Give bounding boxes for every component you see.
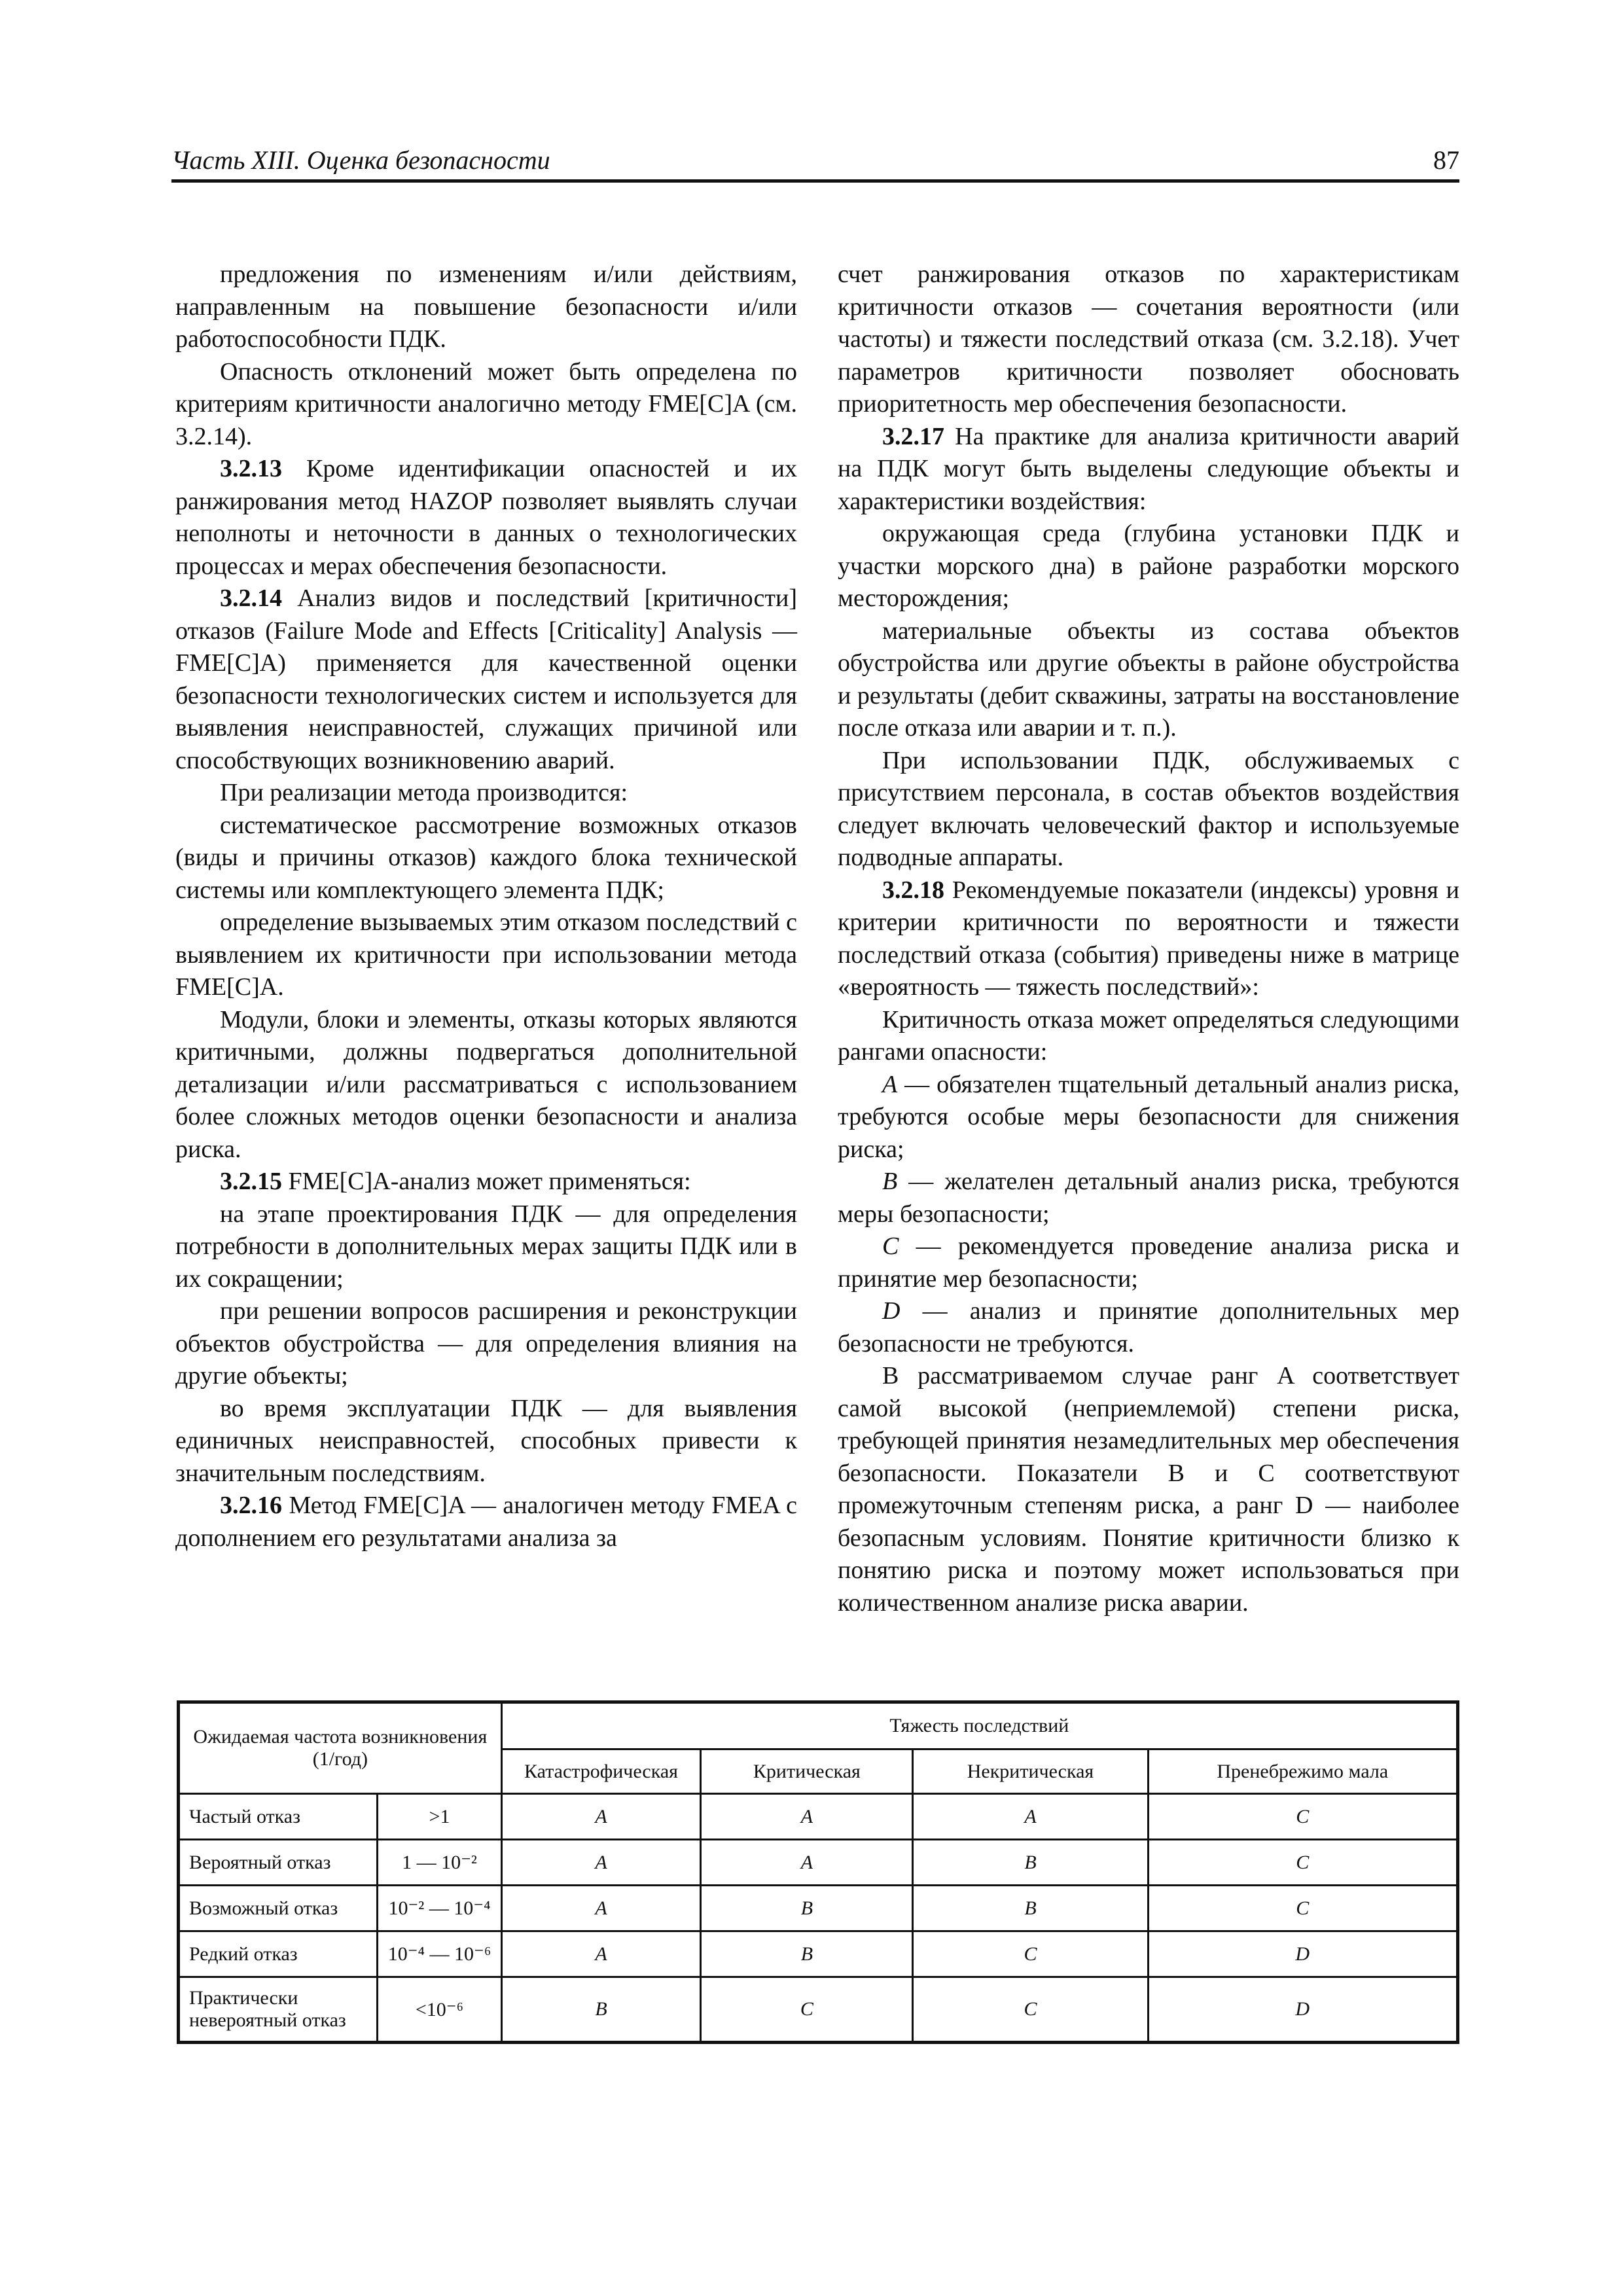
rank-cell: C: [913, 1977, 1148, 2043]
frequency-label: Редкий отказ: [179, 1931, 378, 1977]
paragraph-text: предложения по изменениям и/или действиям, направленным на повышение безопасности и/или работоспособности ПДК.: [175, 260, 797, 353]
rank-cell: C: [1148, 1886, 1457, 1931]
paragraph: [175, 1295, 797, 1393]
running-title: Часть XIII. Оценка безопасности: [171, 145, 550, 175]
paragraph-text: на этапе проектирования ПДК — для определения потребности в дополнительных мерах защиты ПДК или в их сокращении;: [175, 1200, 797, 1293]
paragraph: [838, 874, 1459, 1004]
paragraph: [838, 1069, 1459, 1166]
paragraph: [838, 421, 1459, 518]
page-header: [171, 145, 1459, 183]
paragraph-text: Модули, блоки и элементы, отказы которых являются критичными, должны подвергаться дополнительной детализации и/или рассматриваться с использованием более сложных методов оценки безопасности и анализа риска.: [175, 1005, 797, 1163]
paragraph-text: счет ранжирования отказов по характеристикам критичности отказов — сочетания вероятности (или частоты) и тяжести последствий отказа (см. 3.2.18). Учет параметров критичности позволяет обосновать приоритетность мер обеспечения безопасности.: [838, 260, 1459, 418]
paragraph-text: При использовании ПДК, обслуживаемых с присутствием персонала, в состав объектов воздействия следует включать человеческий фактор и используемые подводные аппараты.: [838, 746, 1459, 871]
paragraph-text: — обязателен тщательный детальный анализ риска, требуются особые меры безопасности для снижения риска;: [838, 1070, 1459, 1163]
paragraph-text: FME[C]A-анализ может применяться:: [282, 1168, 691, 1195]
rank-cell: D: [1148, 1977, 1457, 2043]
rank-cell: C: [1148, 1794, 1457, 1840]
section-number: 3.2.13: [220, 455, 282, 482]
paragraph: [175, 810, 797, 907]
frequency-label: Возможный отказ: [179, 1886, 378, 1931]
rank-cell: C: [1148, 1840, 1457, 1886]
paragraph: [175, 1166, 797, 1198]
paragraph-text: Кроме идентификации опасностей и их ранжирования метод HAZOP позволяет выявлять случаи неполноты и неточности в данных о технологических процессах и мерах обеспечения безопасности.: [175, 455, 797, 580]
paragraph: [175, 453, 797, 583]
paragraph-text: определение вызываемых этим отказом последствий с выявлением их критичности при использовании метода FME[C]A.: [175, 908, 797, 1001]
severity-level: Некритическая: [913, 1749, 1148, 1794]
rank-cell: C: [913, 1931, 1148, 1977]
paragraph: [175, 356, 797, 454]
paragraph: [838, 615, 1459, 745]
section-number: 3.2.18: [882, 876, 944, 904]
rank-cell: C: [701, 1977, 913, 2043]
paragraph-text: — рекомендуется проведение анализа риска и принятие мер безопасности;: [838, 1232, 1459, 1293]
rank-cell: D: [1148, 1931, 1457, 1977]
rank-letter: D: [882, 1297, 901, 1325]
paragraph-text: во время эксплуатации ПДК — для выявления единичных неисправностей, способных привести к значительным последствиям.: [175, 1394, 797, 1487]
frequency-header: Ожидаемая частота возникновения (1/год): [179, 1702, 502, 1794]
rank-cell: A: [701, 1794, 913, 1840]
rank-cell: B: [913, 1886, 1148, 1931]
rank-letter: C: [882, 1232, 899, 1260]
page-number: 87: [1433, 145, 1459, 175]
paragraph-text: систематическое рассмотрение возможных отказов (виды и причины отказов) каждого блока технической системы или комплектующего элемента ПДК;: [175, 811, 797, 904]
frequency-value: >1: [378, 1794, 501, 1840]
paragraph: [175, 1198, 797, 1296]
paragraph-text: Опасность отклонений может быть определена по критериям критичности аналогично методу FME[C]A (см. 3.2.14).: [175, 357, 797, 450]
paragraph: [175, 777, 797, 810]
rank-letter: A: [882, 1070, 898, 1098]
paragraph: [175, 259, 797, 356]
section-number: 3.2.17: [882, 422, 944, 450]
frequency-label: Частый отказ: [179, 1794, 378, 1840]
paragraph: [175, 583, 797, 777]
frequency-value: 10⁻² — 10⁻⁴: [378, 1886, 501, 1931]
paragraph: [838, 1004, 1459, 1069]
table-row: [179, 1977, 1458, 2043]
paragraph: [838, 518, 1459, 615]
paragraph-text: Метод FME[C]A — аналогичен методу FMEA с дополнением его результатами анализа за: [175, 1492, 797, 1552]
paragraph: [838, 259, 1459, 421]
severity-level: Катастрофическая: [501, 1749, 701, 1794]
severity-level: Пренебрежимо мала: [1148, 1749, 1457, 1794]
paragraph-text: При реализации метода производится:: [220, 779, 628, 806]
paragraph-text: Анализ видов и последствий [критичности] отказов (Failure Mode and Effects [Criticality] Analysis — FME[C]A) применяется для качественной оценки безопасности технологических систем и используется для выявления неисправностей, служащих причиной или способствующих возникновению аварий.: [175, 584, 797, 774]
paragraph-text: — желателен детальный анализ риска, требуются меры безопасности;: [838, 1168, 1459, 1228]
section-number: 3.2.15: [220, 1168, 282, 1195]
rank-cell: B: [701, 1931, 913, 1977]
paragraph-text: при решении вопросов расширения и реконструкции объектов обустройства — для определения влияния на другие объекты;: [175, 1297, 797, 1390]
table-row: [179, 1794, 1458, 1840]
frequency-value: 10⁻⁴ — 10⁻⁶: [378, 1931, 501, 1977]
paragraph: [838, 1360, 1459, 1619]
rank-cell: A: [501, 1931, 701, 1977]
paragraph-text: материальные объекты из состава объектов обустройства или другие объекты в районе обустройства и результаты (дебит скважины, затраты на восстановление после отказа или аварии и т. п.).: [838, 617, 1459, 742]
rank-cell: A: [913, 1794, 1148, 1840]
rank-cell: B: [701, 1886, 913, 1931]
section-number: 3.2.16: [220, 1492, 282, 1519]
table-row: [179, 1886, 1458, 1931]
rank-cell: B: [501, 1977, 701, 2043]
frequency-value: 1 — 10⁻²: [378, 1840, 501, 1886]
severity-level: Критическая: [701, 1749, 913, 1794]
paragraph-text: На практике для анализа критичности аварий на ПДК могут быть выделены следующие объекты и характеристики воздействия:: [838, 422, 1459, 515]
frequency-label: Вероятный отказ: [179, 1840, 378, 1886]
table-row: [179, 1931, 1458, 1977]
paragraph: [838, 1166, 1459, 1230]
paragraph-text: В рассматриваемом случае ранг A соответствует самой высокой (неприемлемой) степени риска, требующей принятия незамедлительных мер обеспечения безопасности. Показатели B и C соответствуют промежуточным степеням риска, а ранг D — наиболее безопасным условиям. Понятие критичности близко к понятию риска и поэтому может использоваться при количественном анализе риска аварии.: [838, 1362, 1459, 1617]
rank-cell: A: [501, 1886, 701, 1931]
section-number: 3.2.14: [220, 584, 282, 612]
paragraph-text: — анализ и принятие дополнительных мер безопасности не требуются.: [838, 1297, 1459, 1357]
paragraph: [175, 1004, 797, 1166]
right-column: [838, 259, 1459, 1619]
rank-letter: B: [882, 1168, 898, 1195]
paragraph: [175, 1490, 797, 1554]
rank-cell: A: [501, 1840, 701, 1886]
rank-cell: A: [701, 1840, 913, 1886]
paragraph: [175, 1393, 797, 1490]
rank-cell: A: [501, 1794, 701, 1840]
risk-matrix-table: [177, 1700, 1459, 2044]
paragraph-text: окружающая среда (глубина установки ПДК и участки морского дна) в районе разработки морского месторождения;: [838, 520, 1459, 612]
paragraph: [838, 1295, 1459, 1360]
table-row: [179, 1840, 1458, 1886]
paragraph: [175, 906, 797, 1004]
severity-header: Тяжесть последствий: [501, 1702, 1457, 1749]
rank-cell: B: [913, 1840, 1148, 1886]
paragraph-text: Рекомендуемые показатели (индексы) уровня и критерии критичности по вероятности и тяжести последствий отказа (события) приведены ниже в матрице «вероятность — тяжесть последствий»:: [838, 876, 1459, 1001]
paragraph: [838, 745, 1459, 874]
frequency-value: <10⁻⁶: [378, 1977, 501, 2043]
paragraph-text: Критичность отказа может определяться следующими рангами опасности:: [838, 1005, 1459, 1066]
left-column: [175, 259, 797, 1554]
paragraph: [838, 1230, 1459, 1295]
frequency-label: Практически невероятный отказ: [179, 1977, 378, 2043]
